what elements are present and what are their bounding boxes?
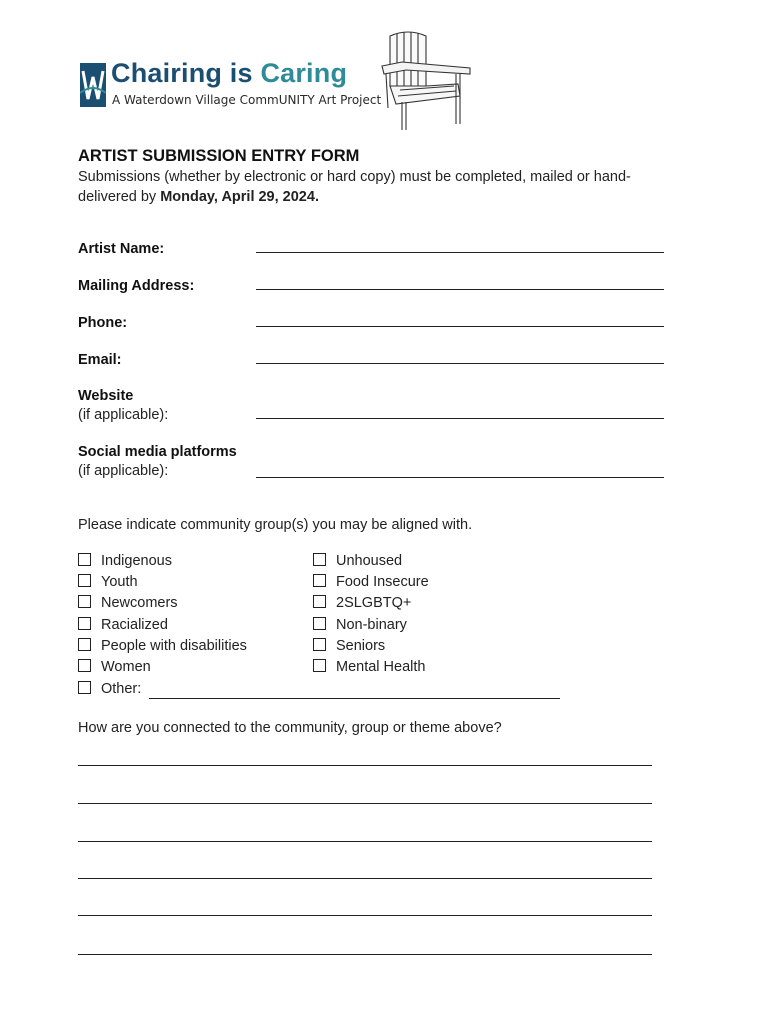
artist-name-line[interactable]	[256, 252, 664, 253]
logo-title	[111, 58, 347, 89]
answer-line[interactable]	[78, 954, 652, 955]
checkbox-label: Food Insecure	[336, 574, 429, 590]
checkbox-food-insecure[interactable]	[313, 574, 429, 592]
checkbox-newcomers[interactable]	[78, 595, 178, 613]
answer-line[interactable]	[78, 878, 652, 879]
checkbox-label: People with disabilities	[101, 638, 247, 654]
artist-name-label: Artist Name:	[78, 241, 165, 257]
website-note: (if applicable):	[78, 407, 169, 423]
checkbox-disabilities[interactable]	[78, 638, 247, 656]
checkbox-label: Racialized	[101, 617, 168, 633]
intro-text-body: Submissions (whether by electronic or hard copy) must be completed, mailed or hand-delivered by	[78, 169, 631, 205]
checkbox-icon[interactable]	[313, 553, 326, 566]
answer-line[interactable]	[78, 841, 652, 842]
checkbox-icon[interactable]	[78, 574, 91, 587]
checkbox-other[interactable]	[78, 681, 141, 699]
logo-title-part2: Caring	[260, 58, 348, 88]
answer-line[interactable]	[78, 803, 652, 804]
connection-question: How are you connected to the community, group or theme above?	[78, 720, 502, 736]
groups-question: Please indicate community group(s) you may be aligned with.	[78, 517, 473, 533]
checkbox-racialized[interactable]	[78, 617, 168, 635]
intro-text	[78, 167, 678, 207]
mailing-address-line[interactable]	[256, 289, 664, 290]
other-group-line[interactable]	[149, 698, 560, 699]
checkbox-mental-health[interactable]	[313, 659, 425, 677]
checkbox-label: Other:	[101, 681, 142, 697]
phone-line[interactable]	[256, 326, 664, 327]
checkbox-label: Newcomers	[101, 595, 178, 611]
checkbox-label: 2SLGBTQ+	[336, 595, 412, 611]
deadline-date: Monday, April 29, 2024.	[160, 189, 319, 205]
checkbox-icon[interactable]	[313, 617, 326, 630]
checkbox-icon[interactable]	[78, 681, 91, 694]
checkbox-label: Non-binary	[336, 617, 407, 633]
form-title: ARTIST SUBMISSION ENTRY FORM	[78, 147, 360, 165]
logo-mark	[80, 63, 106, 107]
social-media-label: Social media platforms	[78, 444, 237, 460]
checkbox-label: Unhoused	[336, 553, 403, 569]
checkbox-label: Women	[101, 659, 151, 675]
logo-subtitle: A Waterdown Village CommUNITY Art Project	[112, 93, 382, 107]
checkbox-youth[interactable]	[78, 574, 138, 592]
checkbox-label: Seniors	[336, 638, 386, 654]
checkbox-icon[interactable]	[313, 574, 326, 587]
answer-line[interactable]	[78, 915, 652, 916]
checkbox-non-binary[interactable]	[313, 617, 407, 635]
checkbox-2slgbtq[interactable]	[313, 595, 411, 613]
email-line[interactable]	[256, 363, 664, 364]
social-media-line[interactable]	[256, 477, 664, 478]
website-line[interactable]	[256, 418, 664, 419]
checkbox-indigenous[interactable]	[78, 553, 172, 571]
answer-line[interactable]	[78, 765, 652, 766]
checkbox-label: Mental Health	[336, 659, 426, 675]
mailing-address-label: Mailing Address:	[78, 278, 195, 294]
checkbox-label: Youth	[101, 574, 138, 590]
website-label: Website	[78, 388, 134, 404]
checkbox-icon[interactable]	[78, 595, 91, 608]
checkbox-icon[interactable]	[78, 553, 91, 566]
email-label: Email:	[78, 352, 122, 368]
checkbox-label: Indigenous	[101, 553, 172, 569]
adirondack-chair-illustration	[376, 28, 474, 134]
logo-title-part1: Chairing is	[111, 58, 261, 88]
checkbox-icon[interactable]	[313, 659, 326, 672]
checkbox-women[interactable]	[78, 659, 151, 677]
checkbox-unhoused[interactable]	[313, 553, 402, 571]
checkbox-seniors[interactable]	[313, 638, 385, 656]
checkbox-icon[interactable]	[78, 638, 91, 651]
checkbox-icon[interactable]	[78, 617, 91, 630]
checkbox-icon[interactable]	[313, 595, 326, 608]
checkbox-icon[interactable]	[313, 638, 326, 651]
social-media-note: (if applicable):	[78, 463, 169, 479]
phone-label: Phone:	[78, 315, 128, 331]
checkbox-icon[interactable]	[78, 659, 91, 672]
